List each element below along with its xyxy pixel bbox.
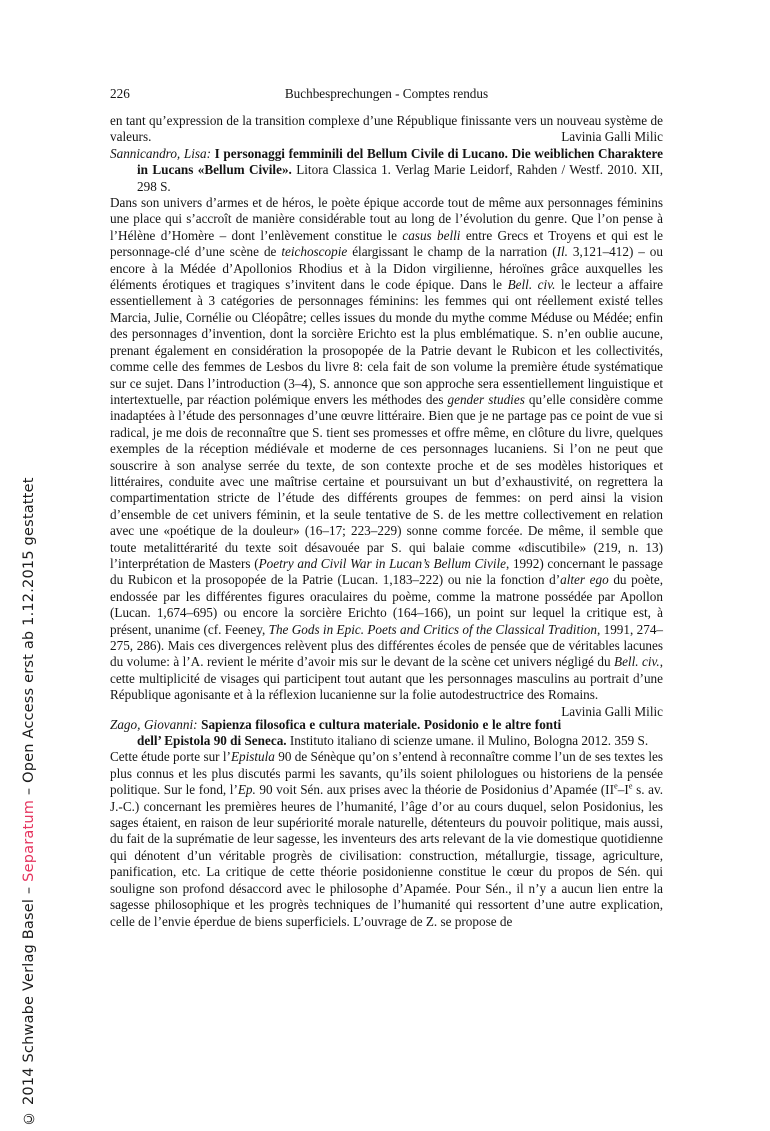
page-content <box>110 86 663 930</box>
copyright-sidebar: © 2014 Schwabe Verlag Basel – Separatum – Open Access erst ab 1.12.2015 gestattet <box>21 477 37 1126</box>
review-heading: Sannicandro, Lisa: I personaggi femminili del Bellum Civile di Lucano. Die weiblichen Charaktere in Lucans «Bellum Civile». Litora Classica 1. Verlag Marie Leidorf, Rahden / Westf. 2010. XII, 298 S. <box>110 145 663 194</box>
header-title: Buchbesprechungen - Comptes rendus <box>284 86 489 101</box>
review-body <box>110 749 663 929</box>
review-sannicandro <box>110 145 663 719</box>
reviewer-signature: Lavinia Galli Milic <box>561 129 663 145</box>
review-body <box>110 195 663 719</box>
page-number: 226 <box>110 86 130 101</box>
review-zago <box>110 717 663 930</box>
review-heading: Zago, Giovanni: Sapienza filosofica e cultura materiale. Posidonio e le altre fonti dell’ Epistola 90 di Seneca. Instituto italiano di scienze umane. il Mulino, Bologna 2012. 359 S. <box>110 716 649 749</box>
running-header <box>110 86 663 103</box>
intro-paragraph <box>110 113 663 146</box>
review-body-text: Dans son univers d’armes et de héros, le poète épique accorde tout de même aux personnages féminins une place qui s’accroît de manière considérable tout au long de l’évolution du genre. Que l’on pense à l’Hélène d’Homère – dont l’enlèvement constitue le casus belli entre Grecs et Troyens et qui est le personnage-clé d’une scène de teichoscopie élargissant le champ de la narration (Il. 3,121–412) – ou encore à la Médée d’Apollonios Rhodius et à la Didon virgilienne, héroïnes grâce auxquelles les éléments érotiques et tragiques s’invitent dans le code épique. Dans le Bell. civ. le lecteur a affaire essentiellement à 3 catégories de personnages féminins: les femmes qui ont réellement existé telles Marcia, Julie, Cornélie ou Cléopâtre; celles issues du monde du mythe comme Méduse ou Médée; enfin des personnages d’invention, dont la sorcière Erichto est la plus emblématique. S. n’en oublie aucune, prenant également en considération la prosopopée de la Patrie devant le Rubicon et les collectivités, comme celle des femmes de Lesbos du livre 8: cela fait de son volume la première étude systématique sur ce sujet. Dans l’introduction (3–4), S. annonce que son approche sera essentiellement linguistique et intertextuelle, par réaction polémique envers les méthodes des gender studies qu’elle considère comme inadaptées à l’étude des personnages d’une œuvre littéraire. Bien que je ne partage pas ce point de vue si radical, je me dois de reconnaître que S. tient ses promesses et offre même, en clôture du livre, quelques exemples de la réception médiévale et moderne de ces personnages lucaniens. Si l’on ne peut que souscrire à son analyse serrée du texte, de son contexte proche et de ses modèles historiques et littéraires, conduite avec une maîtrise certaine et poursuivant un but d’exhaustivité, on regrettera la compartimentation stricte de l’étude des différents groupes de femmes: on perd ainsi la vision d’ensemble de cet univers féminin, et la seule tentative de S. de les mettre collectivement en relation avec une «poétique de la douleur» (16–17; 223–229) sonne comme forcée. De même, il semble que toute metalittérarité du texte soit désavouée par S. qui balaie comme «discutibile» (219, n. 13) l’interprétation de Masters (Poetry and Civil War in Lucan’s Bellum Civile, 1992) concernant le passage du Rubicon et la prosopopée de la Patrie (Lucan. 1,183–222) ou nie la fonction d’alter ego du poète, endossée par les différentes figures oraculaires du poème, comme la matrone possédée par Apollon (Lucan. 1,674–695) ou encore la sorcière Erichto (164–166), un point sur lequel la critique est, à présent, unanime (cf. Feeney, The Gods in Epic. Poets and Critics of the Classical Tradition, 1991, 274–275, 286). Mais ces divergences relèvent plus des différentes écoles de pensée que de véritables lacunes du volume: à l’A. revient le mérite d’avoir mis sur le devant de la scène cet univers négligé du Bell. civ., cette multiplicité de visages qui participent tout autant que les personnages masculins au portrait d’une République agonisante et à la réflexion lucanienne sur la folie autodestructrice des Romains. <box>110 195 663 703</box>
review-body-text: Cette étude porte sur l’Epistula 90 de Sénèque qu’on s’entend à reconnaître comme l’un de ses textes les plus connus et les plus discutés parmi les savants, qu’ils soient philologues ou historiens de la pensée politique. Sur le fond, l’Ep. 90 voit Sén. aux prises avec la théorie de Posidonius d’Apamée (IIe–Ie s. av. J.-C.) concernant les premières heures de l’humanité, l’âge d’or au cours duquel, selon Posidonius, les sages étaient, en raison de leur supériorité morale naturelle, détenteurs du pouvoir politique, mais aussi, du fait de la suprématie de leur sagesse, les inventeurs des arts relevant de la vie domestique quotidienne qui dénotent d’un véritable progrès de civilisation: construction, métallurgie, tissage, agriculture, panification, etc. La critique de cette théorie posidonienne constitue le cœur du propos de Sén. qui souligne son profond désaccord avec le philosophe d’Apamée. Pour Sén., il n’y a aucun lien entre la sagesse philosophique et les progrès techniques de l’humanité qui ressortent d’une autre explication, celle de l’envie éperdue de biens superficiels. L’ouvrage de Z. se propose de <box>110 749 664 929</box>
intro-text: en tant qu’expression de la transition complexe d’une République finissante vers un nouveau système de valeurs. <box>110 113 663 145</box>
reviewer-signature: Lavinia Galli Milic <box>561 703 663 719</box>
